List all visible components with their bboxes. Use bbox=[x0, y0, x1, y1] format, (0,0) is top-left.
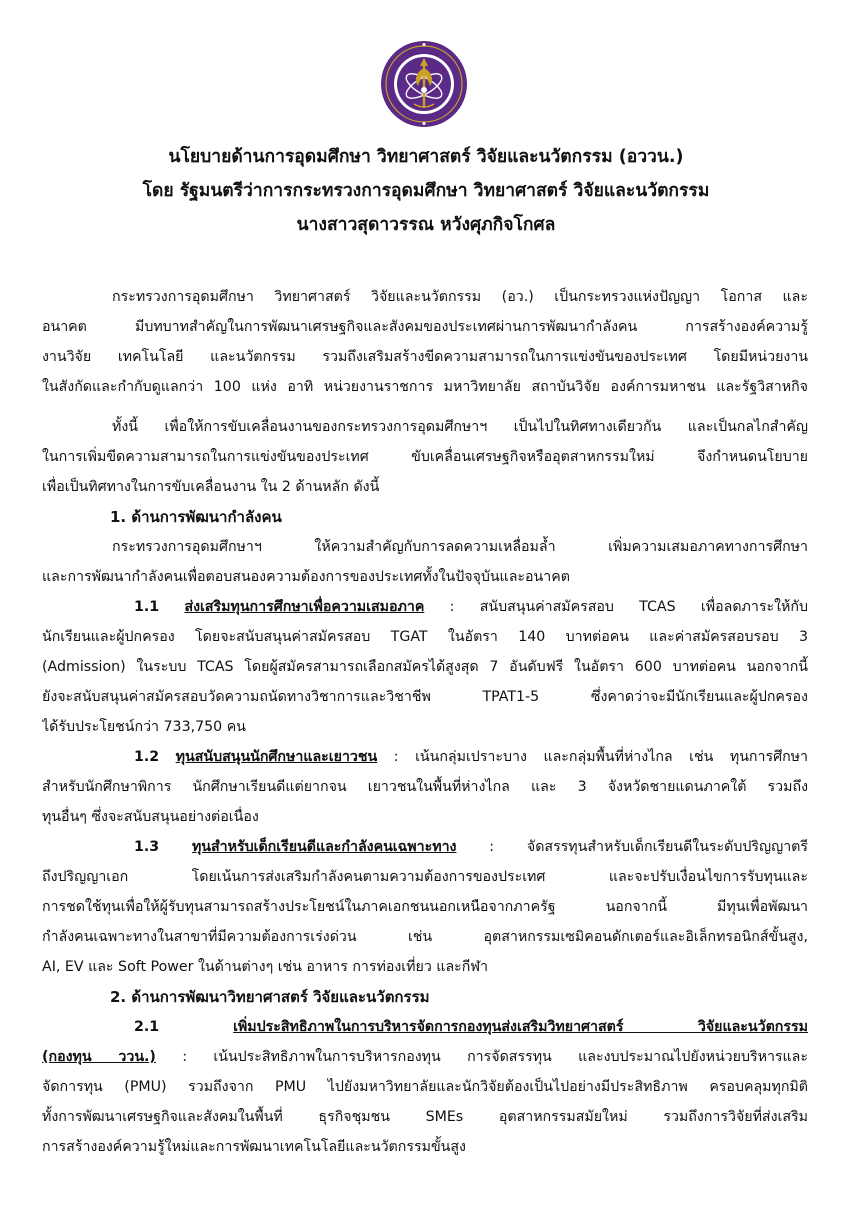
ministry-logo bbox=[380, 40, 468, 128]
title-line-3: นางสาวสุดาวรรณ หวังศุภกิจโกศล bbox=[296, 215, 556, 235]
intro-line-4: ในสังกัดและกำกับดูแลกว่า 100 แห่ง อาทิ หน่วยงานราชการ มหาวิทยาลัย สถาบันวิจัย องค์การมหาชน และรัฐวิสาหกิจ bbox=[42, 379, 808, 395]
item-1-1-line-5: ได้รับประโยชน์กว่า 733,750 คน bbox=[42, 719, 246, 735]
item-1-3-first-line bbox=[42, 832, 808, 862]
item-1-2-number: 1.2 bbox=[134, 749, 160, 765]
item-1-3 bbox=[42, 832, 808, 982]
section-1-intro bbox=[42, 532, 808, 592]
item-1-3-line-4: กำลังคนเฉพาะทางในสาขาที่มีความต้องการเร่งด่วน เช่น อุตสาหกรรมเซมิคอนดักเตอร์และอิเล็กทรอนิกส์ขั้นสูง, bbox=[42, 929, 808, 945]
purpose-paragraph bbox=[42, 412, 808, 502]
item-2-1-number: 2.1 bbox=[134, 1019, 160, 1035]
item-1-2-line-2: สำหรับนักศึกษาพิการ นักศึกษาเรียนดีแต่ยากจน เยาวชนในพื้นที่ห่างไกล และ 3 จังหวัดชายแดนภาคใต้ รวมถึง bbox=[42, 779, 808, 795]
item-1-1-line-3: (Admission) ในระบบ TCAS โดยผู้สมัครสามารถเลือกสมัครได้สูงสุด 7 อันดับฟรี ในอัตรา 600 บาทต่อคน นอกจากนี้ bbox=[42, 659, 808, 675]
item-1-3-line-3: การชดใช้ทุนเพื่อให้ผู้รับทุนสามารถสร้างประโยชน์ในภาคเอกชนนอกเหนือจากภาครัฐ นอกจากนี้ มีทุนเพื่อพัฒนา bbox=[42, 899, 808, 915]
item-2-1-line-2 bbox=[42, 1042, 808, 1072]
item-2-1-line-3: จัดการทุน (PMU) รวมถึงจาก PMU ไปยังมหาวิทยาลัยและนักวิจัยต้องเป็นไปอย่างมีประสิทธิภาพ ครอบคลุมทุกมิติ bbox=[42, 1079, 808, 1095]
item-2-1-title: เพิ่มประสิทธิภาพในการบริหารจัดการกองทุนส่งเสริมวิทยาศาสตร์ วิจัยและนวัตกรรม bbox=[233, 1019, 808, 1035]
item-2-1-title-cont: (กองทุน ววน.) bbox=[42, 1049, 156, 1065]
section-2-heading: 2. ด้านการพัฒนาวิทยาศาสตร์ วิจัยและนวัตกรรม bbox=[110, 988, 430, 1006]
section-1-intro-line-1: กระทรวงการอุดมศึกษาฯ ให้ความสำคัญกับการลดความเหลื่อมล้ำ เพิ่มความเสมอภาคทางการศึกษา bbox=[112, 539, 808, 555]
item-1-3-line-2: ถึงปริญญาเอก โดยเน้นการส่งเสริมกำลังคนตามความต้องการของประเทศ และจะปรับเงื่อนไขการรับทุนและ bbox=[42, 869, 808, 885]
title-line-2: โดย รัฐมนตรีว่าการกระทรวงการอุดมศึกษา วิทยาศาสตร์ วิจัยและนวัตกรรม bbox=[142, 181, 710, 201]
item-1-2 bbox=[42, 742, 808, 832]
item-1-1-number: 1.1 bbox=[134, 599, 160, 615]
title-line-1: นโยบายด้านการอุดมศึกษา วิทยาศาสตร์ วิจัยและนวัตกรรม (อววน.) bbox=[168, 147, 684, 167]
section-1-intro-line-2: และการพัฒนากำลังคนเพื่อตอบสนองความต้องการของประเทศทั้งในปัจจุบันและอนาคต bbox=[42, 569, 570, 585]
purpose-line-1: ทั้งนี้ เพื่อให้การขับเคลื่อนงานของกระทรวงการอุดมศึกษาฯ เป็นไปในทิศทางเดียวกัน และเป็นกลไกสำคัญ bbox=[112, 419, 808, 435]
purpose-line-2: ในการเพิ่มขีดความสามารถในการแข่งขันของประเทศ ขับเคลื่อนเศรษฐกิจหรืออุตสาหกรรมใหม่ จึงกำหนดนโยบาย bbox=[42, 449, 808, 465]
item-1-1-title: ส่งเสริมทุนการศึกษาเพื่อความเสมอภาค bbox=[184, 599, 425, 615]
item-1-1-line-4: ยังจะสนับสนุนค่าสมัครสอบวัดความถนัดทางวิชาการและวิชาชีพ TPAT1-5 ซึ่งคาดว่าจะมีนักเรียนและผู้ปกครอง bbox=[42, 689, 808, 705]
document-body bbox=[42, 282, 808, 1162]
ministry-seal-icon bbox=[380, 40, 468, 128]
intro-line-1: กระทรวงการอุดมศึกษา วิทยาศาสตร์ วิจัยและนวัตกรรม (อว.) เป็นกระทรวงแห่งปัญญา โอกาส และ bbox=[112, 289, 808, 305]
item-1-2-title: ทุนสนับสนุนนักศึกษาและเยาวชน bbox=[175, 749, 378, 765]
item-1-2-first-rest: : เน้นกลุ่มเปราะบาง และกลุ่มพื้นที่ห่างไกล เช่น ทุนการศึกษา bbox=[377, 749, 808, 765]
intro-line-2: อนาคต มีบทบาทสำคัญในการพัฒนาเศรษฐกิจและสังคมของประเทศผ่านการพัฒนากำลังคน การสร้างองค์ความรู้ bbox=[42, 319, 808, 335]
item-2-1-first-rest: : เน้นประสิทธิภาพในการบริหารกองทุน การจัดสรรทุน และงบประมาณไปยังหน่วยบริหารและ bbox=[155, 1049, 808, 1065]
item-1-1-first-line bbox=[42, 592, 808, 622]
intro-paragraph bbox=[42, 282, 808, 402]
item-1-2-line-3: ทุนอื่นๆ ซึ่งจะสนับสนุนอย่างต่อเนื่อง bbox=[42, 809, 259, 825]
item-1-3-line-5: AI, EV และ Soft Power ในด้านต่างๆ เช่น อาหาร การท่องเที่ยว และกีฬา bbox=[42, 959, 489, 975]
item-2-1-line-4: ทั้งการพัฒนาเศรษฐกิจและสังคมในพื้นที่ ธุรกิจชุมชน SMEs อุตสาหกรรมสมัยใหม่ รวมถึงการวิจัยที่ส่งเสริม bbox=[42, 1109, 808, 1125]
section-1-heading: 1. ด้านการพัฒนากำลังคน bbox=[110, 508, 282, 526]
item-1-3-title: ทุนสำหรับเด็กเรียนดีและกำลังคนเฉพาะทาง bbox=[191, 839, 457, 855]
document-title bbox=[0, 140, 852, 242]
item-1-3-number: 1.3 bbox=[134, 839, 160, 855]
item-1-3-first-rest: : จัดสรรทุนสำหรับเด็กเรียนดีในระดับปริญญาตรี bbox=[456, 839, 808, 855]
item-1-1 bbox=[42, 592, 808, 742]
purpose-line-3: เพื่อเป็นทิศทางในการขับเคลื่อนงาน ใน 2 ด้านหลัก ดังนี้ bbox=[42, 479, 380, 495]
item-1-1-line-2: นักเรียนและผู้ปกครอง โดยจะสนับสนุนค่าสมัครสอบ TGAT ในอัตรา 140 บาทต่อคน และค่าสมัครสอบรอบ 3 bbox=[42, 629, 808, 645]
item-1-1-first-rest: : สนับสนุนค่าสมัครสอบ TCAS เพื่อลดภาระให้กับ bbox=[424, 599, 808, 615]
item-1-2-first-line bbox=[42, 742, 808, 772]
item-2-1-line-5: การสร้างองค์ความรู้ใหม่และการพัฒนาเทคโนโลยีและนวัตกรรมขั้นสูง bbox=[42, 1139, 466, 1155]
intro-line-3: งานวิจัย เทคโนโลยี และนวัตกรรม รวมถึงเสริมสร้างขีดความสามารถในการแข่งขันของประเทศ โดยมีหน่วยงาน bbox=[42, 349, 808, 365]
item-2-1 bbox=[42, 1012, 808, 1162]
item-2-1-first-line bbox=[42, 1012, 808, 1042]
